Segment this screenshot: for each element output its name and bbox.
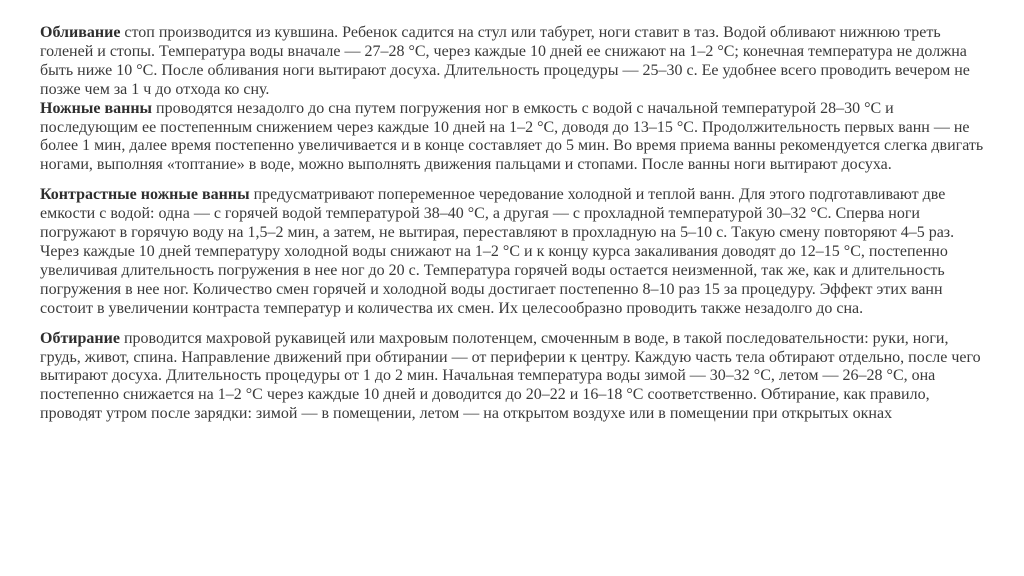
paragraph-foot-baths: [40, 100, 990, 176]
paragraph-dousing: [40, 24, 990, 100]
paragraph-contrast-baths-text: предусматривают попеременное чередование холодной и теплой ванн. Для этого подготавливают две емкости с водой: одна — с горячей водой температурой 38–40 °С, а другая — с прохладной температурой 30–32 °С. Сперва ноги погружают в горячую воду на 1,5–2 мин, а затем, не вытирая, переставляют в прохладную на 5–10 с. Такую смену повторяют 4–5 раз. Через каждые 10 дней температуру холодной воды снижают на 1–2 °С и к концу курса закаливания доводят до 12–15 °С, постепенно увеличивая длительность погружения в нее ног до 20 с. Температура горячей воды остается неизменной, так же, как и длительность погружения в нее ног. Количество смен горячей и холодной воды достигает постепенно 8–10 раз 15 за процедуру. Эффект этих ванн состоит в увеличении контраста температур и количества их смен. Их целесообразно проводить также незадолго до сна.: [40, 186, 955, 317]
term-foot-baths: Ножные ванны: [40, 99, 153, 117]
paragraph-contrast-baths: [40, 186, 990, 318]
term-rubbing: Обтирание: [40, 329, 120, 347]
paragraph-dousing-text: стоп производится из кувшина. Ребенок садится на стул или табурет, ноги ставит в таз. Водой обливают нижнюю треть голеней и стопы. Температура воды вначале — 27–28 °С, через каждые 10 дней ее снижают на 1–2 °С; конечная температура не должна быть ниже 10 °С. После обливания ноги вытирают досуха. Длительность процедуры — 25–30 с. Ее удобнее всего проводить вечером не позже чем за 1 ч до отхода ко сну.: [40, 24, 970, 98]
term-contrast-baths: Контрастные ножные ванны: [40, 186, 250, 204]
paragraph-rubbing: [40, 330, 990, 425]
paragraph-foot-baths-text: проводятся незадолго до сна путем погружения ног в емкость с водой с начальной температурой 28–30 °С и последующим ее постепенным снижением через каждые 10 дней на 1–2 °С, доводя до 13–15 °С. Продолжительность первых ванн — не более 1 мин, далее время постепенно увеличивается и в конце составляет до 5 мин. Во время приема ванны рекомендуется слегка двигать ногами, выполняя «топтание» в воде, можно выполнять движения пальцами и стопами. После ванны ноги вытирают досуха.: [40, 99, 984, 174]
paragraph-rubbing-text: проводится махровой рукавицей или махровым полотенцем, смоченным в воде, в такой последовательности: руки, ноги, грудь, живот, спина. Направление движений при обтирании — от периферии к центру. Каждую часть тела обтирают отдельно, после чего вытирают досуха. Длительность процедуры от 1 до 2 мин. Начальная температура воды зимой — 30–32 °С, летом — 26–28 °С, она постепенно снижается на 1–2 °С через каждые 10 дней и доводится до 20–22 и 16–18 °С соответственно. Обтирание, как правило, проводят утром после зарядки: зимой — в помещении, летом — на открытом воздухе или в помещении при открытых окнах: [40, 329, 981, 423]
document-body: [40, 24, 990, 424]
term-dousing: Обливание: [40, 24, 121, 41]
